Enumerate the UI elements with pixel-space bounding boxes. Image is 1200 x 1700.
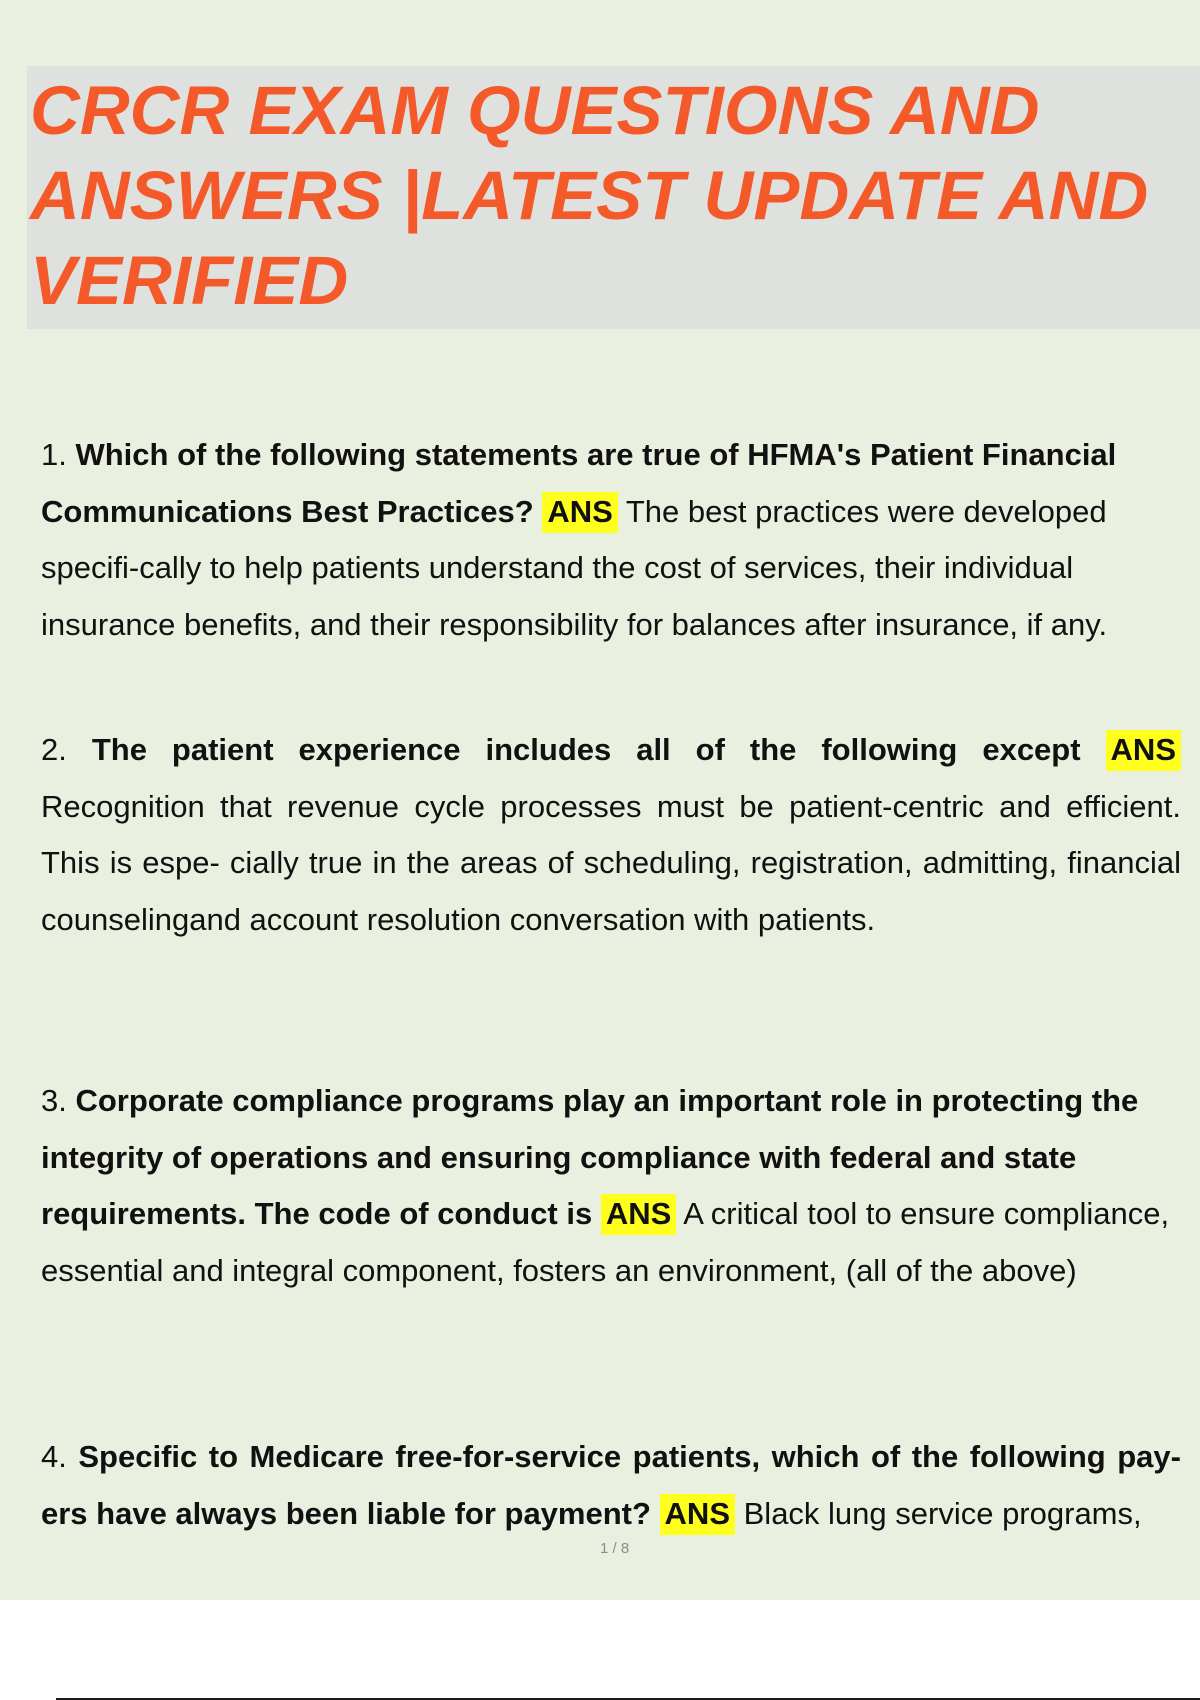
answer-text: A critical tool to ensure compliance, essential and integral component, fosters an environment, (all of the above): [41, 1196, 1170, 1288]
ans-highlight: ANS: [542, 492, 617, 533]
question-text: Which of the following statements are true of HFMA's Patient Financial Communications Best Practices?: [41, 437, 1117, 529]
question-text: Corporate compliance programs play an important role in protecting the integrity of operations and ensuring compliance with federal and state requirements. The code of conduct is: [41, 1083, 1139, 1231]
question-block: [41, 1429, 1181, 1542]
ans-highlight: ANS: [660, 1494, 735, 1535]
question-number: 3.: [41, 1083, 67, 1118]
title-line: CRCR EXAM QUESTIONS AND: [30, 72, 1040, 149]
question-number: 2.: [41, 732, 67, 767]
title-line: VERIFIED: [30, 242, 349, 319]
title-line: ANSWERS |LATEST UPDATE AND: [30, 157, 1149, 234]
ans-highlight: ANS: [601, 1194, 676, 1235]
question-number: 1.: [41, 437, 67, 472]
question-text: The patient experience includes all of the following except: [91, 732, 1081, 767]
question-text: Specific to Medicare free-for-service patients, which of the following pay- ers have always been liable for payment?: [41, 1439, 1181, 1531]
answer-text: The best practices were developed specifi-cally to help patients understand the cost of services, their individual insurance benefits, and their responsibility for balances after insurance, if any.: [41, 493, 1108, 642]
answer-text: Black lung service programs,: [743, 1495, 1142, 1531]
question-number: 4.: [41, 1439, 67, 1474]
document-title: [30, 68, 1200, 323]
question-block: [41, 427, 1181, 653]
answer-text: Recognition that revenue cycle processes must be patient-centric and efficient. This is espe- cially true in the areas of scheduling, registration, admitting, financial counselingand account resolution conversation with patients.: [41, 788, 1181, 937]
ans-highlight: ANS: [1106, 730, 1181, 771]
question-block: [41, 1073, 1181, 1299]
question-block: [41, 722, 1181, 948]
page-indicator: 1 / 8: [600, 1540, 630, 1557]
